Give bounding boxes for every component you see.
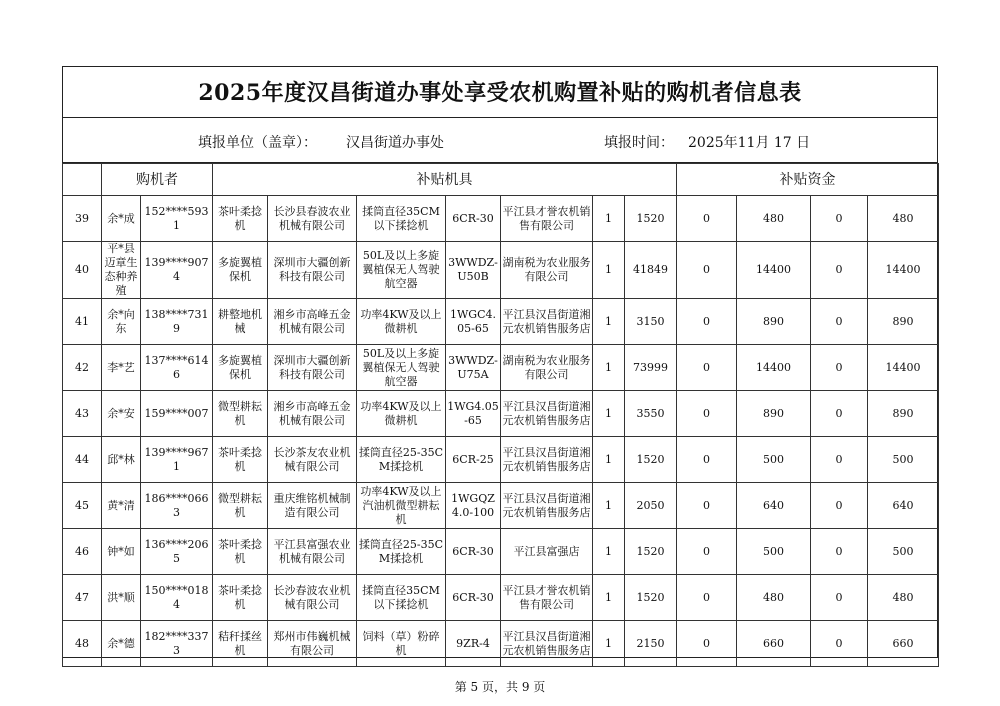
table-row [63,196,939,242]
phone: 150****0184 [141,575,213,621]
manufacturer: 湘乡市高峰五金机械有限公司 [268,299,357,345]
other-subsidy: 0 [811,621,868,667]
central-subsidy: 0 [677,621,737,667]
buyer-name: 余*成 [102,196,141,242]
quantity: 1 [593,483,625,529]
provincial-subsidy: 500 [737,529,811,575]
dealer: 平江县汉昌街道湘元农机销售服务店 [501,621,593,667]
provincial-subsidy: 480 [737,575,811,621]
central-subsidy: 0 [677,196,737,242]
other-subsidy: 0 [811,529,868,575]
manufacturer: 长沙茶友农业机械有限公司 [268,437,357,483]
unit-label: 填报单位（盖章）： [198,135,317,151]
phone: 139****9074 [141,242,213,299]
header-buyer: 购机者 [102,164,213,196]
buyer-name: 李*艺 [102,345,141,391]
machine-category: 微型耕耘机 [213,483,268,529]
manufacturer: 重庆维铭机械制造有限公司 [268,483,357,529]
unit-value: 汉昌街道办事处 [346,135,444,151]
model: 9ZR-4 [446,621,501,667]
table-row [63,575,939,621]
table-row [63,529,939,575]
row-number: 39 [63,196,102,242]
row-number: 42 [63,345,102,391]
row-number: 41 [63,299,102,345]
manufacturer: 深圳市大疆创新科技有限公司 [268,345,357,391]
sale-price: 1520 [625,575,677,621]
quantity: 1 [593,299,625,345]
page-title: 2025年度汉昌街道办事处享受农机购置补贴的购机者信息表 [62,66,938,118]
table-row [63,391,939,437]
provincial-subsidy: 890 [737,391,811,437]
dealer: 平江县才誉农机销售有限公司 [501,575,593,621]
provincial-subsidy: 640 [737,483,811,529]
other-subsidy: 0 [811,483,868,529]
central-subsidy: 0 [677,345,737,391]
row-number: 40 [63,242,102,299]
central-subsidy: 0 [677,575,737,621]
phone: 186****0663 [141,483,213,529]
manufacturer: 湘乡市高峰五金机械有限公司 [268,391,357,437]
provincial-subsidy: 480 [737,196,811,242]
machine-spec: 功率4KW及以上微耕机 [357,299,446,345]
model: 1WGC4.05-65 [446,299,501,345]
machine-category: 茶叶柔捻机 [213,437,268,483]
other-subsidy: 0 [811,437,868,483]
manufacturer: 长沙春波农业机械有限公司 [268,575,357,621]
dealer: 湖南税为农业服务有限公司 [501,345,593,391]
dealer: 平江县富强店 [501,529,593,575]
table-row [63,621,939,667]
page-footer: 第 5 页，共 9 页 [454,680,546,694]
other-subsidy: 0 [811,391,868,437]
phone: 152****5931 [141,196,213,242]
machine-spec: 50L及以上多旋翼植保无人驾驶航空器 [357,345,446,391]
buyer-table [62,163,939,667]
phone: 182****3373 [141,621,213,667]
sale-price: 1520 [625,196,677,242]
dealer: 平江县汉昌街道湘元农机销售服务店 [501,299,593,345]
manufacturer: 深圳市大疆创新科技有限公司 [268,242,357,299]
central-subsidy: 0 [677,299,737,345]
model: 6CR-30 [446,196,501,242]
quantity: 1 [593,242,625,299]
phone: 137****6146 [141,345,213,391]
central-subsidy: 0 [677,483,737,529]
quantity: 1 [593,575,625,621]
provincial-subsidy: 14400 [737,345,811,391]
machine-category: 茶叶柔捻机 [213,575,268,621]
time-label: 填报时间： [604,135,674,151]
other-subsidy: 0 [811,345,868,391]
provincial-subsidy: 14400 [737,242,811,299]
quantity: 1 [593,391,625,437]
dealer: 平江县汉昌街道湘元农机销售服务店 [501,437,593,483]
dealer: 平江县汉昌街道湘元农机销售服务店 [501,391,593,437]
provincial-subsidy: 660 [737,621,811,667]
buyer-name: 余*安 [102,391,141,437]
row-number: 43 [63,391,102,437]
model: 1WGQZ4.0-100 [446,483,501,529]
time-value: 2025年11月 17 日 [688,135,811,151]
dealer: 湖南税为农业服务有限公司 [501,242,593,299]
sale-price: 1520 [625,437,677,483]
buyer-name: 钟*如 [102,529,141,575]
total-subsidy: 500 [868,529,939,575]
header-machine: 补贴机具 [213,164,677,196]
machine-category: 多旋翼植保机 [213,345,268,391]
other-subsidy: 0 [811,575,868,621]
buyer-name: 平*县迈章生态种养殖 [102,242,141,299]
machine-spec: 揉筒直径35CM以下揉捻机 [357,196,446,242]
manufacturer: 平江县富强农业机械有限公司 [268,529,357,575]
phone: 159****007 [141,391,213,437]
buyer-name: 余*向东 [102,299,141,345]
model: 1WG4.05-65 [446,391,501,437]
model: 6CR-25 [446,437,501,483]
machine-spec: 功率4KW及以上微耕机 [357,391,446,437]
total-subsidy: 480 [868,196,939,242]
report-meta [62,118,938,163]
quantity: 1 [593,529,625,575]
sale-price: 3550 [625,391,677,437]
sale-price: 41849 [625,242,677,299]
other-subsidy: 0 [811,299,868,345]
row-number: 45 [63,483,102,529]
buyer-name: 余*德 [102,621,141,667]
table-row [63,299,939,345]
machine-category: 茶叶柔捻机 [213,196,268,242]
row-number: 47 [63,575,102,621]
machine-spec: 饲料（草）粉碎机 [357,621,446,667]
total-subsidy: 14400 [868,345,939,391]
central-subsidy: 0 [677,529,737,575]
buyer-name: 邱*林 [102,437,141,483]
table-row [63,483,939,529]
manufacturer: 郑州市伟巍机械有限公司 [268,621,357,667]
buyer-name: 洪*顺 [102,575,141,621]
phone: 139****9671 [141,437,213,483]
central-subsidy: 0 [677,437,737,483]
machine-category: 耕整地机械 [213,299,268,345]
total-subsidy: 14400 [868,242,939,299]
machine-spec: 揉筒直径35CM以下揉捻机 [357,575,446,621]
sale-price: 3150 [625,299,677,345]
machine-category: 秸秆揉丝机 [213,621,268,667]
provincial-subsidy: 500 [737,437,811,483]
row-number: 48 [63,621,102,667]
quantity: 1 [593,196,625,242]
table-row [63,345,939,391]
phone: 136****2065 [141,529,213,575]
table-header-row [63,164,939,196]
machine-category: 茶叶柔捻机 [213,529,268,575]
total-subsidy: 890 [868,299,939,345]
table-row [63,437,939,483]
dealer: 平江县才誉农机销售有限公司 [501,196,593,242]
buyer-name: 黄*清 [102,483,141,529]
model: 6CR-30 [446,575,501,621]
total-subsidy: 890 [868,391,939,437]
dealer: 平江县汉昌街道湘元农机销售服务店 [501,483,593,529]
total-subsidy: 500 [868,437,939,483]
sale-price: 1520 [625,529,677,575]
model: 3WWDZ-U75A [446,345,501,391]
header-funds: 补贴资金 [677,164,939,196]
quantity: 1 [593,621,625,667]
machine-spec: 揉筒直径25-35CM揉捻机 [357,437,446,483]
sale-price: 2050 [625,483,677,529]
central-subsidy: 0 [677,242,737,299]
central-subsidy: 0 [677,391,737,437]
machine-category: 多旋翼植保机 [213,242,268,299]
phone: 138****7319 [141,299,213,345]
other-subsidy: 0 [811,196,868,242]
model: 3WWDZ-U50B [446,242,501,299]
header-blank [63,164,102,196]
machine-spec: 50L及以上多旋翼植保无人驾驶航空器 [357,242,446,299]
sale-price: 73999 [625,345,677,391]
provincial-subsidy: 890 [737,299,811,345]
machine-spec: 功率4KW及以上汽油机微型耕耘机 [357,483,446,529]
row-number: 44 [63,437,102,483]
sale-price: 2150 [625,621,677,667]
manufacturer: 长沙县春波农业机械有限公司 [268,196,357,242]
machine-category: 微型耕耘机 [213,391,268,437]
machine-spec: 揉筒直径25-35CM揉捻机 [357,529,446,575]
total-subsidy: 640 [868,483,939,529]
total-subsidy: 480 [868,575,939,621]
model: 6CR-30 [446,529,501,575]
other-subsidy: 0 [811,242,868,299]
quantity: 1 [593,437,625,483]
quantity: 1 [593,345,625,391]
total-subsidy: 660 [868,621,939,667]
table-row [63,242,939,299]
row-number: 46 [63,529,102,575]
